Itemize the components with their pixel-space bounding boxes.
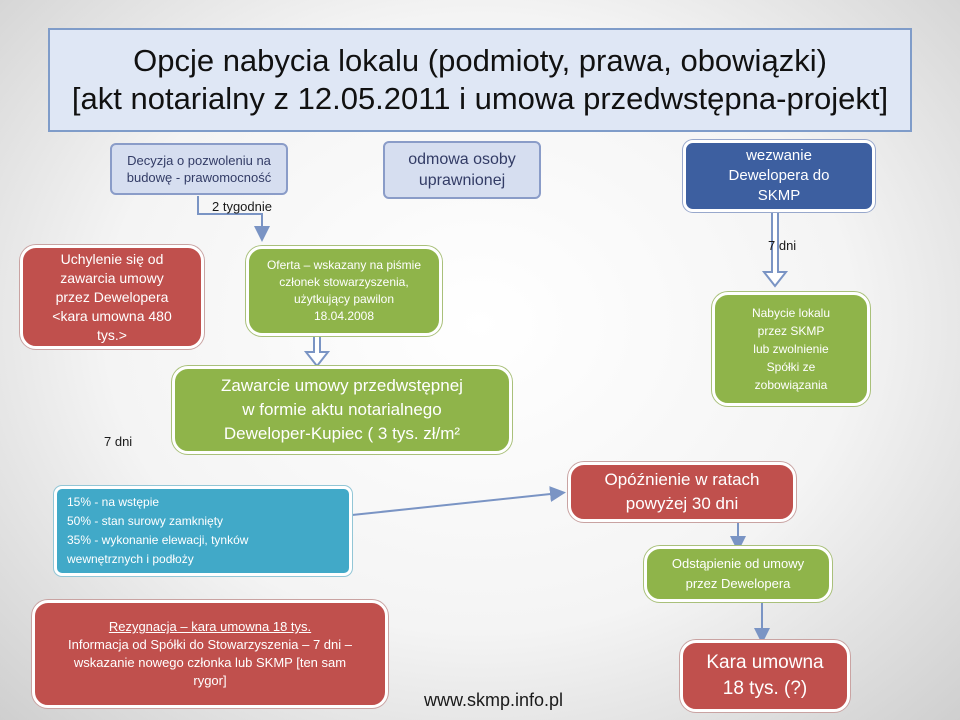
- zawarcie-line-2: w formie aktu notarialnego: [242, 400, 442, 419]
- nabycie-line-2: przez SKMP: [757, 324, 825, 338]
- uchylenie-line-1: Uchylenie się od: [60, 250, 164, 267]
- oferta-line-3: użytkujący pawilon: [293, 292, 395, 306]
- label-2-tygodnie: 2 tygodnie: [212, 199, 272, 214]
- box-zawarcie: [172, 366, 512, 454]
- raty-line-3: 35% - wykonanie elewacji, tynków: [67, 533, 249, 547]
- box-oferta: [246, 246, 442, 336]
- website-label: www.skmp.info.pl: [424, 690, 564, 710]
- uchylenie-line-2: zawarcia umowy: [60, 269, 164, 286]
- kara-line-2: 18 tys. (?): [722, 678, 808, 699]
- box-uchylenie: [20, 245, 204, 349]
- uchylenie-line-3: przez Dewelopera: [55, 288, 169, 305]
- raty-line-4: wewnętrznych i podłoży: [67, 552, 194, 566]
- zawarcie-line-1: Zawarcie umowy przedwstępnej: [221, 376, 463, 395]
- box-odmowa: [383, 141, 541, 199]
- box-nabycie: [712, 292, 870, 406]
- nabycie-line-1: Nabycie lokalu: [751, 306, 831, 320]
- box-decyzja: [110, 143, 288, 195]
- box-raty: [54, 486, 352, 576]
- label-7-dni-left: 7 dni: [104, 434, 133, 449]
- arrow-raty-opoznienie: [352, 493, 560, 515]
- box-kara: [680, 640, 850, 712]
- nabycie-line-5: zobowiązania: [754, 378, 828, 392]
- nabycie-line-4: Spółki ze: [766, 360, 816, 374]
- uchylenie-line-4: <kara umowna 480: [52, 307, 172, 324]
- oferta-line-2: członek stowarzyszenia,: [279, 275, 409, 289]
- rezygnacja-line-2: Informacja od Spółki do Stowarzyszenia – 7 dni –: [68, 637, 352, 652]
- zawarcie-line-3: Deweloper-Kupiec ( 3 tys. zł/m²: [223, 424, 461, 443]
- uchylenie-line-5: tys.>: [97, 326, 127, 343]
- box-opoznienie: [568, 462, 796, 522]
- rezygnacja-line-3: wskazanie nowego członka lub SKMP [ten sam: [73, 655, 347, 670]
- wezwanie-line-2: Dewelopera do: [728, 167, 830, 184]
- odmowa-line-2: uprawnionej: [418, 172, 506, 189]
- decyzja-line-1: Decyzja o pozwoleniu na: [127, 153, 271, 168]
- odstapienie-line-2: przez Dewelopera: [685, 576, 791, 591]
- title-line-2: [akt notarialny z 12.05.2011 i umowa przedwstępna-projekt]: [71, 81, 889, 116]
- opoznienie-line-2: powyżej 30 dni: [625, 494, 739, 513]
- oferta-line-1: Oferta – wskazany na piśmie: [266, 258, 422, 272]
- odmowa-line-1: odmowa osoby: [408, 151, 516, 168]
- decyzja-line-2: budowę - prawomocność: [126, 170, 272, 185]
- rezygnacja-line-4: rygor]: [193, 673, 227, 688]
- kara-line-1: Kara umowna: [706, 652, 824, 673]
- nabycie-line-3: lub zwolnienie: [753, 342, 829, 356]
- box-wezwanie: [683, 140, 875, 212]
- wezwanie-line-3: SKMP: [757, 187, 801, 204]
- wezwanie-line-1: wezwanie: [746, 147, 812, 164]
- raty-line-1: 15% - na wstępie: [67, 495, 160, 509]
- oferta-line-4: 18.04.2008: [313, 309, 375, 323]
- box-odstapienie: [644, 546, 832, 602]
- label-7-dni-right: 7 dni: [768, 238, 797, 253]
- raty-line-2: 50% - stan surowy zamknięty: [67, 514, 224, 528]
- title-line-1: Opcje nabycia lokalu (podmioty, prawa, obowiązki): [133, 43, 827, 78]
- opoznienie-line-1: Opóźnienie w ratach: [604, 470, 760, 489]
- odstapienie-line-1: Odstąpienie od umowy: [671, 556, 805, 571]
- rezygnacja-line-1: Rezygnacja – kara umowna 18 tys.: [108, 619, 312, 634]
- arrow-oferta-zawarcie: [306, 336, 328, 366]
- box-rezygnacja: [32, 600, 388, 708]
